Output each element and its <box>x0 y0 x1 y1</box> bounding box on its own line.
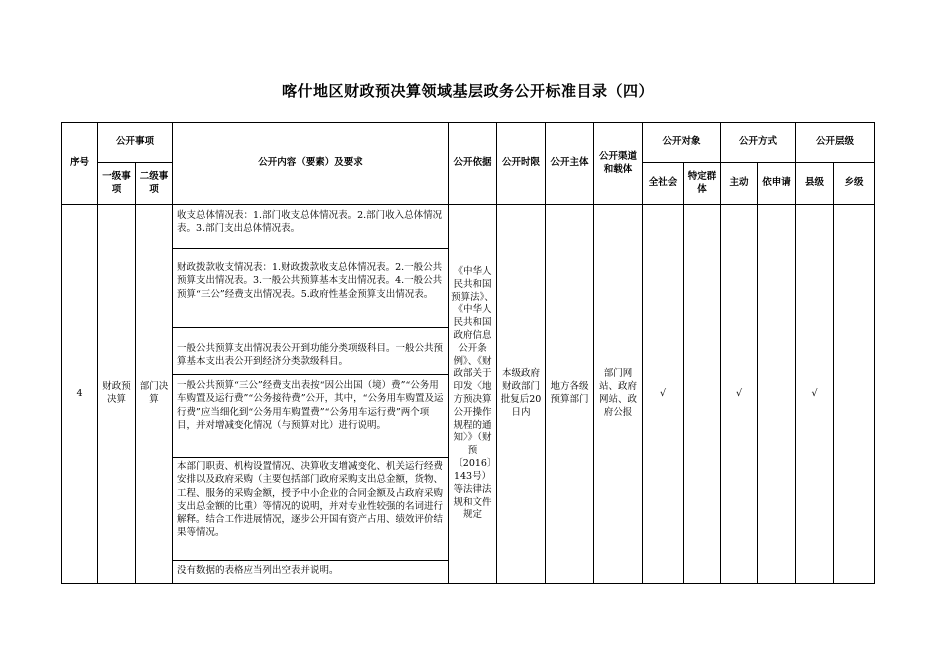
check-method-apply <box>758 205 796 584</box>
header-content: 公开内容（要素）及要求 <box>173 123 449 205</box>
check-target-all: √ <box>643 205 684 584</box>
header-method-apply: 依申请 <box>758 163 796 205</box>
header-target-all: 全社会 <box>643 163 684 205</box>
row-level1: 财政预决算 <box>98 205 136 584</box>
header-seq: 序号 <box>62 123 98 205</box>
header-method: 公开方式 <box>721 123 796 163</box>
check-target-specific <box>684 205 721 584</box>
header-level2: 二级事项 <box>136 163 173 205</box>
row-seq: 4 <box>62 205 98 584</box>
header-subject: 公开主体 <box>546 123 594 205</box>
content-item: 收支总体情况表：1.部门收支总体情况表。2.部门收入总体情况表。3.部门支出总体情况表。 <box>173 205 448 249</box>
header-level-county: 县级 <box>796 163 834 205</box>
row-contents <box>173 205 449 584</box>
row-subject: 地方各级预算部门 <box>546 205 594 584</box>
page-title: 喀什地区财政预决算领域基层政务公开标准目录（四） <box>281 82 654 100</box>
header-basis: 公开依据 <box>449 123 497 205</box>
check-method-active: √ <box>721 205 758 584</box>
content-item: 一般公共预算支出情况表公开到功能分类项级科目。一般公共预算基本支出表公开到经济分类款级科目。 <box>173 328 448 375</box>
row-level2: 部门决算 <box>136 205 173 584</box>
header-public-items: 公开事项 <box>98 123 173 163</box>
header-method-active: 主动 <box>721 163 758 205</box>
header-row-1 <box>62 123 875 163</box>
content-item: 一般公共预算“三公”经费支出表按“因公出国（境）费”“公务用车购置及运行费”“公务接待费”公开，其中，“公务用车购置及运行费”应当细化到“公务用车购置费”“公务用车运行费”两个项目，并对增减变化情况（与预算对比）进行说明。 <box>173 375 448 458</box>
table-row <box>62 205 875 584</box>
header-target: 公开对象 <box>643 123 721 163</box>
check-level-township <box>834 205 875 584</box>
content-item: 没有数据的表格应当列出空表并说明。 <box>177 565 339 576</box>
row-basis: 《中华人民共和国预算法》、《中华人民共和国政府信息公开条例》、《财政部关于印发〈地方预决算公开操作规程的通知〉》（财预〔2016〕143号）等法律法规和文件规定 <box>449 205 497 584</box>
row-time-limit: 本级政府财政部门批复后20日内 <box>497 205 546 584</box>
content-item: 本部门职责、机构设置情况、决算收支增减变化、机关运行经费安排以及政府采购（主要包括部门政府采购支出总金额，货物、工程、服务的采购金额，授予中小企业的合同金额及占政府采购支出总金额的比重）等情况的说明，并对专业性较强的名词进行解释。结合工作进展情况，逐步公开国有资产占用、绩效评价结果等情况。 <box>173 458 448 561</box>
header-time-limit: 公开时限 <box>497 123 546 205</box>
header-level1: 一级事项 <box>98 163 136 205</box>
header-channel: 公开渠道和载体 <box>594 123 643 205</box>
check-level-county: √ <box>796 205 834 584</box>
header-target-specific: 特定群体 <box>684 163 721 205</box>
header-level: 公开层级 <box>796 123 875 163</box>
catalog-table <box>61 122 875 584</box>
header-level-township: 乡级 <box>834 163 875 205</box>
content-item: 财政拨款收支情况表：1.财政拨款收支总体情况表。2.一般公共预算支出情况表。3.一般公共预算基本支出情况表。4.一般公共预算“三公”经费支出情况表。5.政府性基金预算支出情况表。 <box>173 249 448 328</box>
row-channel: 部门网站、政府网站、政府公报 <box>594 205 643 584</box>
